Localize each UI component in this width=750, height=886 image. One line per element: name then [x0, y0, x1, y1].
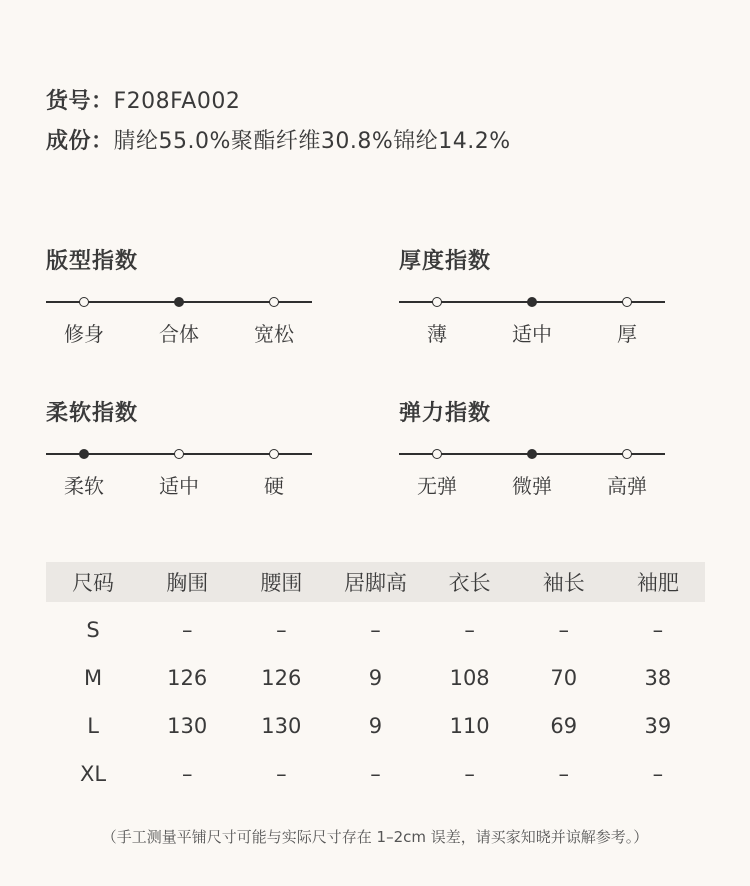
gauge-option-label: 微弹 — [512, 474, 552, 498]
composition-row — [46, 124, 511, 155]
table-cell: 108 — [449, 666, 490, 690]
elasticity-index-gauge — [399, 396, 665, 526]
size-table-body — [46, 602, 705, 798]
gauge-title: 柔软指数 — [46, 401, 139, 426]
table-cell: – — [464, 618, 475, 642]
fit-index-gauge — [46, 244, 312, 374]
table-cell: 130 — [261, 714, 302, 738]
sku-value: F208FA002 — [113, 89, 241, 114]
table-row — [46, 606, 705, 654]
table-cell: 38 — [644, 666, 672, 690]
table-cell: 69 — [550, 714, 578, 738]
softness-index-gauge — [46, 396, 312, 526]
table-cell: 130 — [167, 714, 208, 738]
gauge-option-label: 修身 — [64, 322, 104, 346]
table-cell: 110 — [449, 714, 490, 738]
table-cell: 9 — [368, 714, 383, 738]
gauge-marker — [269, 297, 279, 307]
header-cell: 腰围 — [260, 571, 303, 595]
table-cell: – — [558, 618, 570, 642]
table-cell: XL — [80, 762, 107, 786]
table-cell: – — [370, 618, 381, 642]
gauge-option-label: 宽松 — [254, 322, 294, 346]
table-cell: – — [464, 762, 475, 786]
gauge-marker — [432, 297, 442, 307]
header-cell: 袖肥 — [636, 571, 679, 595]
table-row — [46, 654, 705, 702]
table-cell: M — [84, 666, 103, 690]
measurement-note: （手工测量平铺尺寸可能与实际尺寸存在 1–2cm 误差，请买家知晓并谅解参考。） — [101, 828, 649, 846]
header-cell: 居脚高 — [343, 571, 407, 595]
gauge-option-label: 合体 — [159, 322, 199, 346]
gauge-option-label: 硬 — [264, 474, 284, 498]
header-cell: 袖长 — [542, 571, 585, 595]
table-cell: – — [370, 762, 381, 786]
composition-value: 腈纶55.0%聚酯纤维30.8%锦纶14.2% — [113, 129, 511, 154]
gauge-option-label: 厚 — [617, 322, 637, 346]
gauge-marker — [79, 297, 89, 307]
sku-row — [46, 84, 240, 115]
table-cell: 126 — [167, 666, 208, 690]
gauge-title: 版型指数 — [46, 249, 139, 274]
gauge-title: 厚度指数 — [399, 249, 492, 274]
gauge-marker — [432, 449, 442, 459]
table-cell: 9 — [368, 666, 383, 690]
thickness-index-gauge — [399, 244, 665, 374]
size-table — [46, 562, 705, 798]
gauge-title: 弹力指数 — [399, 401, 492, 426]
gauge-marker — [269, 449, 279, 459]
gauge-marker-selected — [527, 449, 537, 459]
gauge-marker-selected — [79, 449, 89, 459]
gauge-marker-selected — [527, 297, 537, 307]
gauge-option-label: 高弹 — [607, 474, 647, 498]
composition-label: 成份： — [46, 129, 114, 154]
header-cell: 衣长 — [448, 571, 491, 595]
gauge-marker — [622, 297, 632, 307]
header-cell: 胸围 — [166, 571, 209, 595]
table-cell: – — [276, 618, 287, 642]
gauge-marker — [622, 449, 632, 459]
gauge-option-label: 薄 — [427, 322, 447, 346]
table-cell: – — [181, 762, 193, 786]
table-row — [46, 702, 705, 750]
gauge-option-label: 适中 — [159, 474, 199, 498]
sku-label: 货号： — [46, 89, 114, 114]
table-cell: – — [652, 618, 664, 642]
table-cell: 39 — [644, 714, 672, 738]
gauge-marker-selected — [174, 297, 184, 307]
table-row — [46, 750, 705, 798]
gauge-marker — [174, 449, 184, 459]
table-cell: 70 — [550, 666, 578, 690]
table-cell: S — [86, 618, 100, 642]
table-cell: – — [181, 618, 193, 642]
header-cell: 尺码 — [72, 571, 115, 595]
table-cell: – — [276, 762, 287, 786]
gauge-option-label: 适中 — [512, 322, 552, 346]
gauge-option-label: 柔软 — [64, 474, 104, 498]
table-cell: – — [652, 762, 664, 786]
table-cell: 126 — [261, 666, 302, 690]
table-cell: L — [87, 714, 99, 738]
gauge-option-label: 无弹 — [417, 474, 457, 498]
size-table-header — [46, 562, 705, 602]
table-cell: – — [558, 762, 570, 786]
